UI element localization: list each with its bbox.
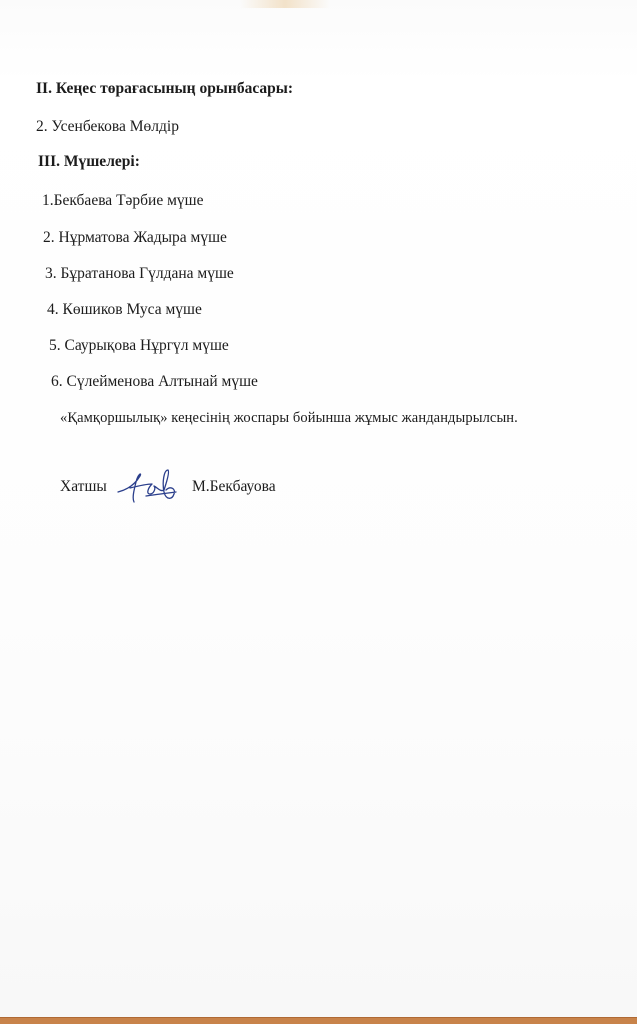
deputy-name: 2. Усенбекова Мөлдір [36, 118, 179, 135]
member-item: 6. Сүлейменова Алтынай мүше [51, 373, 258, 390]
closing-statement: «Қамқоршылық» кеңесінің жоспары бойынша жұмыс жандандырылсын. [60, 410, 518, 426]
secretary-name: М.Бекбауова [192, 478, 276, 495]
member-item: 1.Бекбаева Тәрбие мүше [42, 192, 204, 209]
member-item: 3. Бұратанова Гүлдана мүше [45, 265, 234, 282]
section-heading-members: III. Мүшелері: [38, 153, 140, 170]
section-heading-deputy: II. Кеңес төрағасының орынбасары: [36, 80, 294, 97]
member-item: 2. Нұрматова Жадыра мүше [43, 229, 227, 246]
member-item: 5. Саурықова Нұргүл мүше [49, 337, 229, 354]
member-item: 4. Көшиков Муса мүше [47, 301, 202, 318]
paper-bottom-edge [0, 1017, 637, 1024]
signature-mark [112, 462, 184, 508]
paper-edge-shadow [240, 0, 330, 8]
secretary-label: Хатшы [60, 478, 107, 495]
